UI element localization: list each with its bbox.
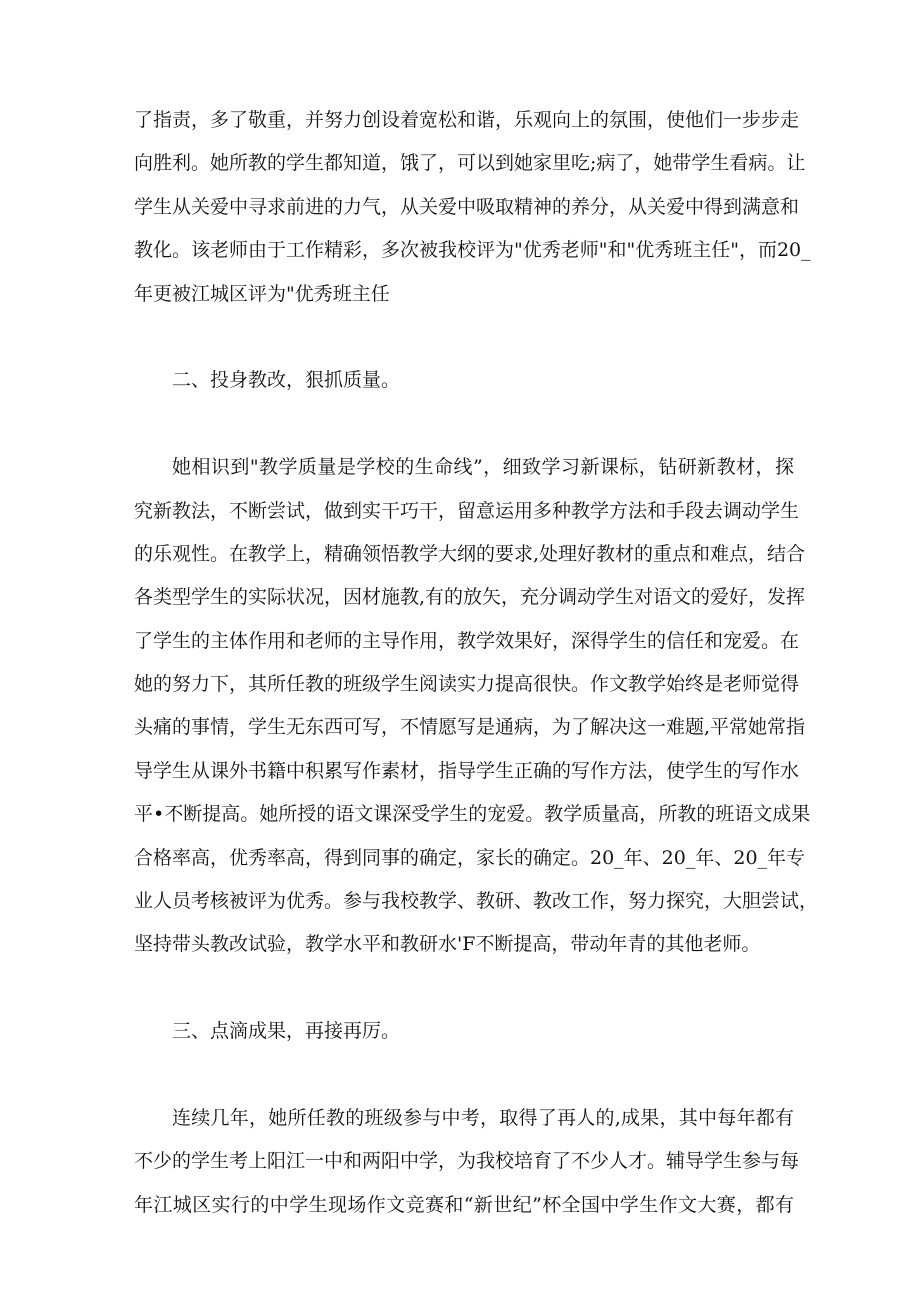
- section-heading: 二、投身教改，狠抓质量。: [172, 369, 401, 392]
- text-line: 不少的学生考上阳江一中和两阳中学，为我校培育了不少人才。辅导学生参与每: [134, 1150, 800, 1173]
- blank-line: [134, 316, 794, 359]
- text-line: 教化。该老师由于工作精彩，多次被我校评为"优秀老师"和"优秀班主任"，而20_: [134, 239, 811, 262]
- text-line: 平•不断提高。她所授的语文课深受学生的宠爱。教学质量高，所教的班语文成果: [134, 803, 811, 826]
- blank-line: [134, 967, 794, 1010]
- text-line: 究新教法，不断尝试，做到实干巧干，留意运用多种教学方法和手段去调动学生: [134, 499, 800, 522]
- text-line: 坚持带头教改试验，教学水平和教研水'F不断提高，带动年青的其他老师。: [134, 933, 761, 956]
- text-line: 合格率高，优秀率高，得到同事的确定，家长的确定。20_年、20_年、20_年专: [134, 846, 806, 869]
- text-line: 头痛的事情，学生无东西可写，不情愿写是通病，为了解决这一难题,平常她常指: [134, 716, 806, 739]
- text-line: 各类型学生的实际状况，因材施教,有的放矢，充分调动学生对语文的爱好，发挥: [134, 586, 806, 609]
- document-body: [134, 99, 819, 1227]
- text-line: 她的努力下，其所任教的班级学生阅读实力提高很快。作文教学始终是老师觉得: [134, 673, 800, 696]
- text-line: 了指责，多了敬重，并努力创设着宽松和谐，乐观向上的氛围，使他们一步步走: [134, 109, 800, 131]
- text-line: 导学生从课外书籍中积累写作素材，指导学生正确的写作方法，使学生的写作水: [134, 759, 800, 782]
- text-line: 学生从关爱中寻求前进的力气，从关爱中吸取精神的养分，从关爱中得到满意和: [134, 195, 800, 218]
- text-line: 连续几年，她所任教的班级参与中考，取得了再人的,成果，其中每年都有: [172, 1106, 794, 1129]
- blank-line: [134, 1054, 794, 1097]
- text-line: 年江城区实行的中学生现场作文竞赛和“新世纪”杯全国中学生作文大赛，都有: [134, 1193, 794, 1216]
- text-line: 向胜利。她所教的学生都知道，饿了，可以到她家里吃;病了，她带学生看病。让: [134, 152, 806, 175]
- text-line: 业人员考核被评为优秀。参与我校教学、教研、教改工作，努力探究，大胆尝试，: [134, 890, 819, 913]
- text-line: 她相识到"教学质量是学校的生命线”，细致学习新课标，钻研新教材，探: [172, 456, 794, 479]
- section-heading: 三、点滴成果，再接再厉。: [172, 1020, 401, 1043]
- text-line: 年更被江城区评为"优秀班主任: [134, 282, 390, 305]
- text-line: 的乐观性。在教学上，精确领悟教学大纲的要求,处理好教材的重点和难点，结合: [134, 542, 806, 565]
- blank-line: [134, 403, 794, 446]
- text-line: 了学生的主体作用和老师的主导作用，教学效果好，深得学生的信任和宠爱。在: [134, 629, 800, 652]
